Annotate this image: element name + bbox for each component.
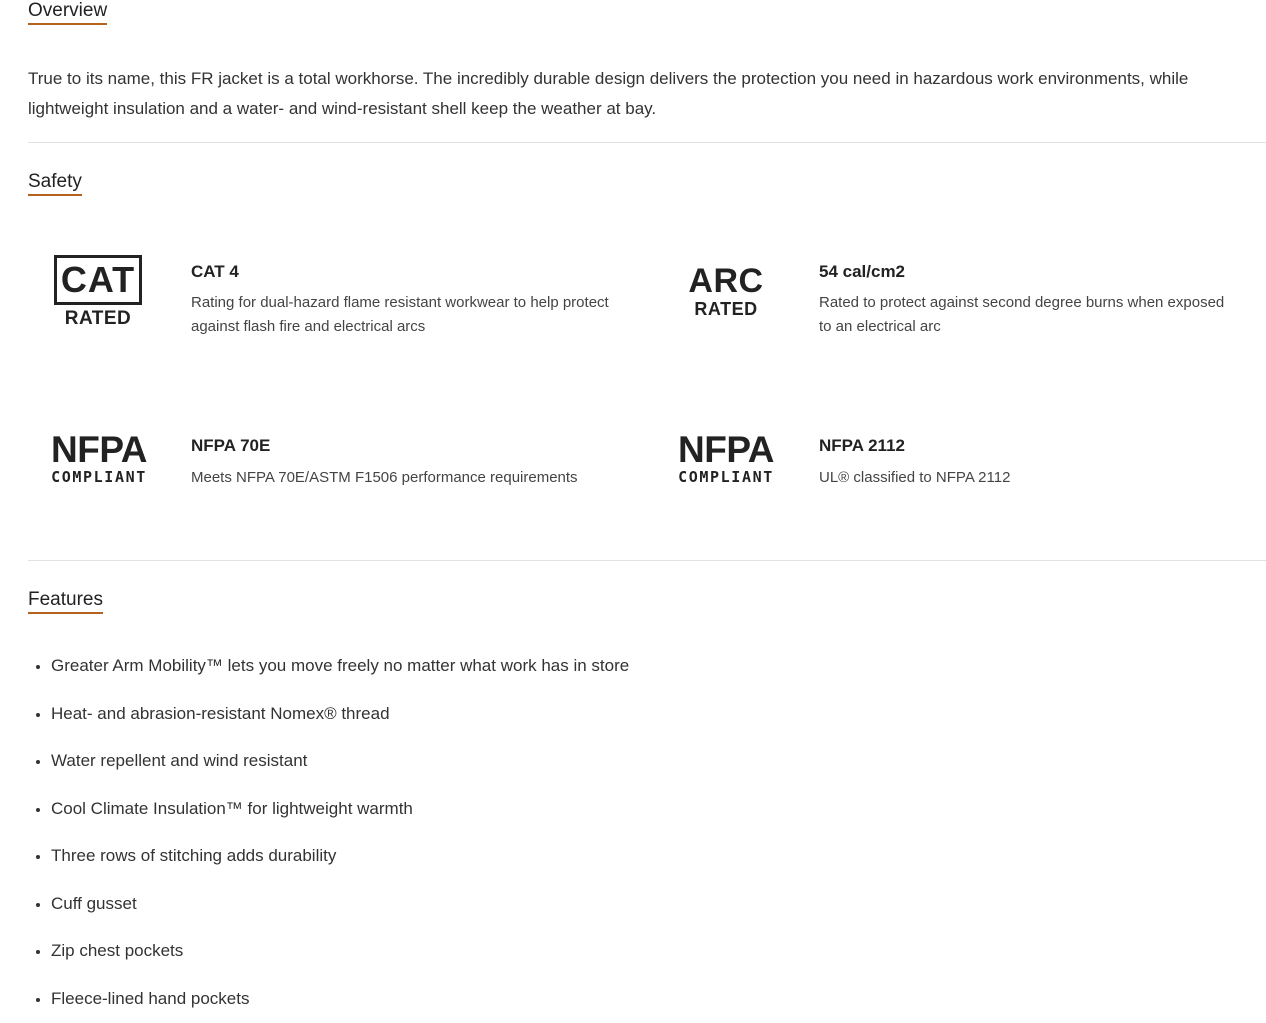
safety-item-description: Meets NFPA 70E/ASTM F1506 performance requirements bbox=[191, 469, 578, 486]
safety-item-arc bbox=[819, 262, 1239, 339]
feature-item: • Three rows of stitching adds durability bbox=[51, 832, 629, 880]
overview-text: True to its name, this FR jacket is a total workhorse. The incredibly durable design delivers the protection you need in hazardous work environments, while lightweight insulation and a water- and wind-resistant shell keep the weather at bay. bbox=[28, 69, 1189, 118]
arc-badge-main: ARC bbox=[688, 262, 764, 300]
overview-section bbox=[28, 0, 107, 25]
safety-item-title: 54 cal/cm2 bbox=[819, 262, 906, 281]
nfpa-compliant-badge-icon bbox=[46, 429, 152, 486]
safety-item-nfpa-2112 bbox=[819, 436, 1239, 490]
safety-heading: Safety bbox=[28, 171, 82, 196]
cat-badge-main: CAT bbox=[54, 255, 142, 305]
feature-item: • Fleece-lined hand pockets bbox=[51, 975, 629, 1023]
arc-rated-badge-icon bbox=[680, 264, 772, 320]
feature-item: • Heat- and abrasion-resistant Nomex® thread bbox=[51, 690, 629, 738]
features-list bbox=[28, 642, 629, 1022]
features-section bbox=[28, 589, 103, 614]
safety-section bbox=[28, 171, 82, 196]
cat-badge-sub: RATED bbox=[64, 308, 132, 329]
safety-item-cat bbox=[191, 262, 611, 339]
cat-rated-badge-icon bbox=[54, 255, 142, 331]
safety-item-description: UL® classified to NFPA 2112 bbox=[819, 469, 1011, 486]
feature-item: • Cuff gusset bbox=[51, 880, 629, 928]
arc-badge-sub: RATED bbox=[694, 299, 758, 319]
nfpa-compliant-badge-icon bbox=[673, 429, 779, 486]
nfpa-badge-main: NFPA bbox=[51, 429, 147, 470]
safety-item-nfpa-70e bbox=[191, 436, 651, 490]
feature-item: • Greater Arm Mobility™ lets you move freely no matter what work has in store bbox=[51, 642, 629, 690]
features-heading: Features bbox=[28, 589, 103, 614]
safety-item-title: NFPA 70E bbox=[191, 436, 271, 455]
safety-item-description: Rating for dual-hazard flame resistant workwear to help protect against flash fire and electrical arcs bbox=[191, 294, 609, 335]
safety-item-title: NFPA 2112 bbox=[819, 436, 905, 455]
overview-heading: Overview bbox=[28, 0, 107, 25]
nfpa-badge-sub: COMPLIANT bbox=[51, 468, 147, 486]
safety-item-description: Rated to protect against second degree burns when exposed to an electrical arc bbox=[819, 294, 1225, 335]
feature-item: • Cool Climate Insulation™ for lightweight warmth bbox=[51, 785, 629, 833]
feature-item: • Water repellent and wind resistant bbox=[51, 737, 629, 785]
nfpa-badge-main: NFPA bbox=[678, 429, 774, 470]
nfpa-badge-sub: COMPLIANT bbox=[678, 468, 774, 486]
section-divider bbox=[28, 560, 1266, 561]
safety-item-title: CAT 4 bbox=[191, 262, 239, 281]
section-divider bbox=[28, 142, 1266, 143]
feature-item: • Zip chest pockets bbox=[51, 927, 629, 975]
